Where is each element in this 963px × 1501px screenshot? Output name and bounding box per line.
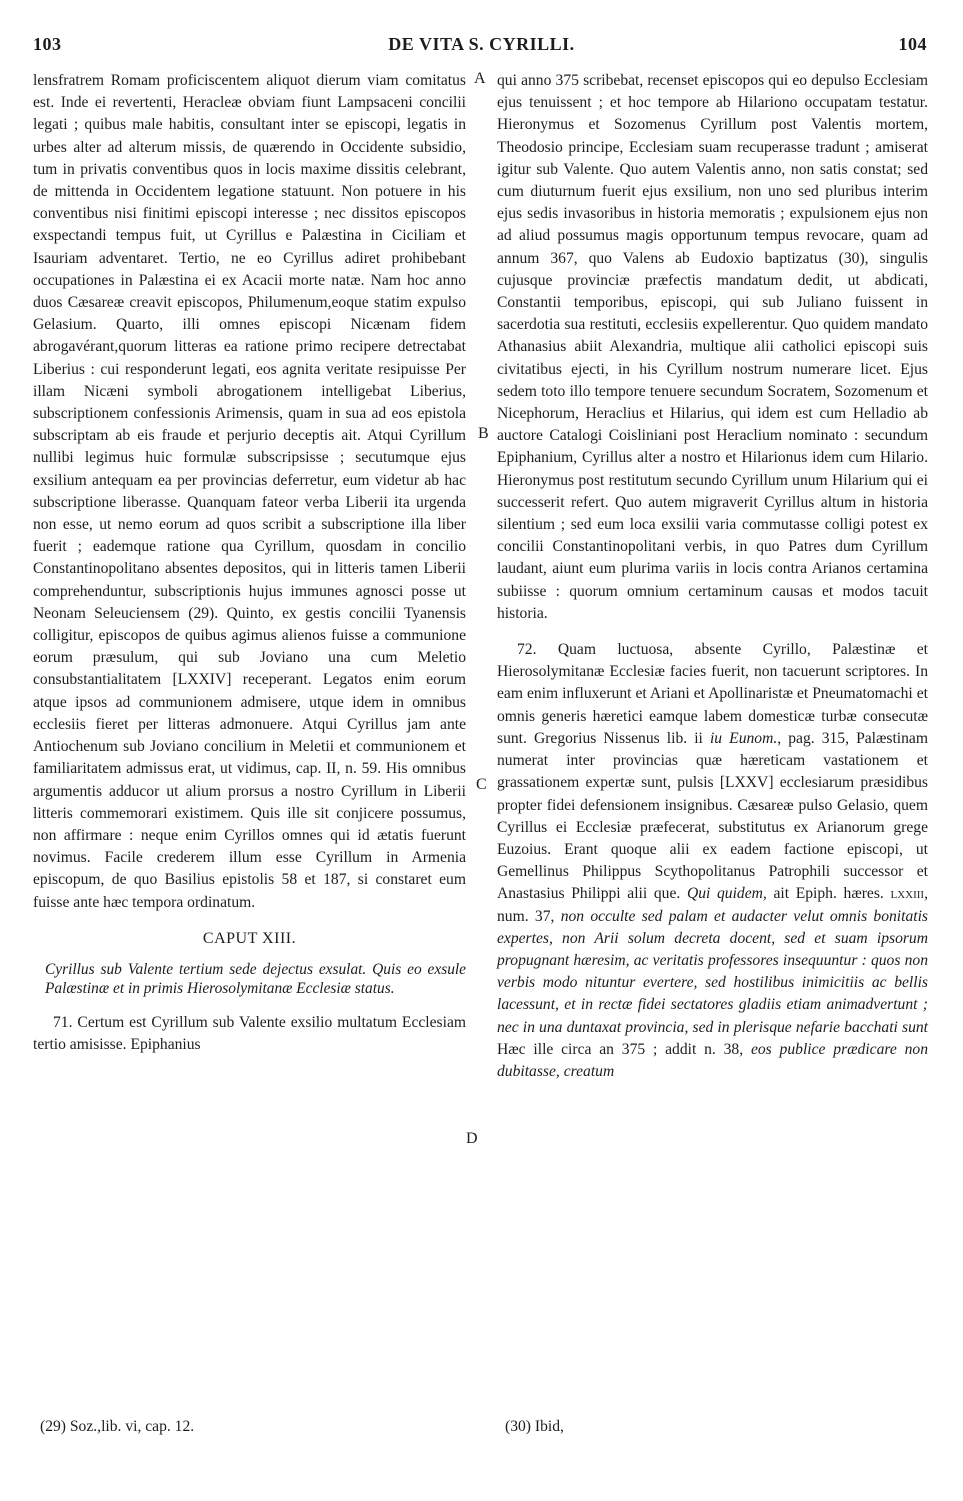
right-column	[497, 70, 928, 1083]
text-run: Hæc ille circa an 375 ; addit n. 38,	[497, 1040, 744, 1058]
paragraph	[497, 639, 928, 1083]
small-caps-run: lxxiii	[890, 885, 925, 903]
chapter-summary: Cyrillus sub Valente tertium sede dejectus exsulat. Quis eo exsule Palæstinæ et in primis Hierosolymitanæ Ecclesiæ status.	[45, 960, 466, 997]
margin-letter-a: A	[474, 70, 486, 87]
paragraph: qui anno 375 scribebat, recenset episcopos qui eo depulso Ecclesiam ejus tenuissent ; et hoc tempore ab Hilariono occupatam testatur. Hieronymus et Sozomenus Cyrillum post Valentis mortem, Theodosio principe, Ecclesiam suam recuperasse tradunt ; amiserat igitur sub Valente. Quo autem Valentis anno, non satis constat; sed cum diuturnum fuerit ejus exsilium, non uno sed pluribus interim ejus sedis invasoribus in historia memoratis ; expulsionem ejus non ad aliud possumus magis opportunum tempus revocare, quam ad annum 367, quo Valens ab Eudoxio baptizatus (30), singulis cujusque provinciæ præfectis mandatum dedit, ut abdicati, Constantii temporibus, episcopi, qui sub Juliano fuissent in sacerdotia sua restituti, ecclesiis expellerentur. Quo quidem mandato Athanasius abiit Alexandria, multique alii catholici episcopi suis civitatibus ejecti, in his Cyrillum nostrum numerare licet. Ejus sedem toto illo tempore tenuere secundum Socratem, Sozomenum et Nicephorum, Heraclius et Hilarius, qui idem est cum Helladio ab auctore Catalogi Coisliniani post Heraclium nominato : secundum Epiphanium, Cyrillus alter a nostro et Hilarionus idem cum Hilario. Hieronymus post restitutum secundo Cyrillum unum Hilarium qui ei successerit refert. Quo autem migraverit Cyrillus altum in historia silentium ; sed eum loca exsilii varia commutasse colligi potest ex concilii Constantinopolitani verbis, in quo Patres dum Cyrillum laudant, aiunt eum plurima variis in locis contra Arianos certamina subiisse : quorum omnium certaminum causas et modos tacuit historia.	[497, 72, 928, 622]
chapter-heading: CAPUT XIII.	[202, 929, 297, 947]
footnote-left: (29) Soz.,lib. vi, cap. 12.	[40, 1418, 195, 1435]
italic-run: eos publice prædicare non dubitasse, creatum	[497, 1040, 928, 1080]
text-run: ait Epiph. hæres.	[773, 885, 884, 903]
page-number-left: 103	[33, 34, 62, 54]
margin-letter-d: D	[466, 1130, 478, 1147]
text-run: , pag. 315, Palæstinam numerat inter provincias quæ hæreticam vastationem et grassationem expertæ sunt, pulsis [LXXV] ecclesiarum præsidibus propter fidei defensionem insignibus. Cæsareæ pulso Gelasio, quem Cyrillus ei Ecclesiæ præfecerat, substitutus ex Arianorum grege Euzoius. Erant quoque alii ex eadem factione episcopi, ut Gemellinus Philippus Scythopolitanus Patrophili successor et Anastasius Philippi alii que.	[497, 729, 928, 903]
page-number-right: 104	[898, 34, 927, 54]
text-run: 72. Quam luctuosa, absente Cyrillo, Palæstinæ et Hierosolymitanæ Ecclesiæ facies fuerit, non tacuerunt scriptores. In eam enim influxerunt et Ariani et Apollinaristæ et Pneumatomachi et omnis generis hæretici eamque labem domesticæ turbæ consecutæ sunt. Gregorius Nissenus lib. ii	[497, 641, 928, 747]
paragraph: lensfratrem Romam proficiscentem aliquot dierum viam comitatus est. Inde ei revertenti, Heracleæ obviam fiunt Lampsaceni concilii legati ; quibus male habitis, consultant inter se episcopi, legatis in urbes alter ad alterum missis, de quærendo in Occidente subsidio, tum in privatis conventibus quos in locis maxime dissitis celebrant, de mittenda in Occidentem legatione statuunt. Non potuere in his conventibus nisi finitimi episcopi interesse ; nec dissitos episcopos exspectandi tempus fuit, ut Cyrillus e Palæstina in Ciciliam et Isauriam adventaret. Tertio, ne eo Cyrillus adiret prohibebant occupationes in Palæstina ei ex Acacii morte natæ. Nam hoc anno duos Cæsareæ creavit episcopos, Philumenum,eoque statim expulso Gelasium. Quarto, illi omnes episcopi Nicænam fidem abrogavérant,quorum litteras ea ratione primo recipere detrectabat Liberius : cui responderunt legati, eos agnita veritate resipuisse Per illam Nicæni symboli abrogationem intelligebat Liberius, subscriptionem confessionis Arimensis, quam in sua ad eos epistola subscriptam ab eis fraude et perjurio deceptis ait. Atqui Cyrillum nullibi legimus huic formulæ subscripsisse ; secutumque ejus exsilium antequam ea per provincias deferretur, eum videtur ab hac subscriptione liberasse. Quanquam fateor verba Liberii ita urgenda non esse, ut nemo eorum ad quos scribit a subscriptione illa liber fuerit ; eademque ratione qua Cyrillum, quosdam in concilio Constantinopolitano absentes depositos, qui in litteris tamen Liberii comprehenduntur, subscriptionis hujus immunes agnosci posse ut Neonam Seleuciensem (29). Quinto, ex gestis concilii Tyanensis colligitur, episcopos de quibus agimus alienos fuisse a communione eorum præsulum, qui sub Joviano una cum Meletio consubstantialitatem [LXXIV] receperant. Legatos enim eorum atque ipsos ad communionem admisere, utque idem in omnibus ecclesiis fieret per litteras admonuere. Atqui Cyrillus jam ante Antiochenum sub Joviano concilium in Meletii et communionem et familiaritatem admissus erat, ut vidimus, cap. II, n. 59. His omnibus argumentis adducor ut alium prorsus a nostro Cyrillum in Liberii litteris commemorari existimem. Quis ille sit conjicere possumus, non affirmare : neque enim Cyrillos omnes qui id ætatis fuerunt novimus. Facile crederem illum esse Cyrillum in Armenia episcopum, de quo Basilius epistolis 58 et 187, si constaret eum fuisse ante hæc tempora ordinatum.	[33, 72, 466, 911]
italic-run: Qui quidem,	[686, 885, 767, 903]
left-column	[33, 70, 466, 1056]
paragraph: 71. Certum est Cyrillum sub Valente exsilio multatum Ecclesiam tertio amisisse. Epiphanius	[33, 1013, 466, 1054]
italic-run: iu Eunom.	[709, 729, 778, 747]
text-run: , num. 37,	[497, 885, 929, 925]
margin-letter-b: B	[478, 425, 489, 442]
footnote-right: (30) Ibid,	[505, 1418, 564, 1435]
margin-letter-c: C	[476, 776, 487, 793]
running-title: DE VITA S. CYRILLI.	[388, 34, 575, 54]
italic-run: non occulte sed palam et audacter velut omnis bonitatis expertes, non Arii solum decreta docent, sed et suam ipsorum propugnant hæresim, ac veritatis professores insequuntur : quos non verbis modo nituntur evertere, sed hostilibus inimicitiis ac bellis lacessunt, et in rectæ fidei sectatores gladiis etiam animadvertunt ; nec in una duntaxat provincia, sed in plerisque nefarie bacchati sunt	[497, 907, 929, 1036]
